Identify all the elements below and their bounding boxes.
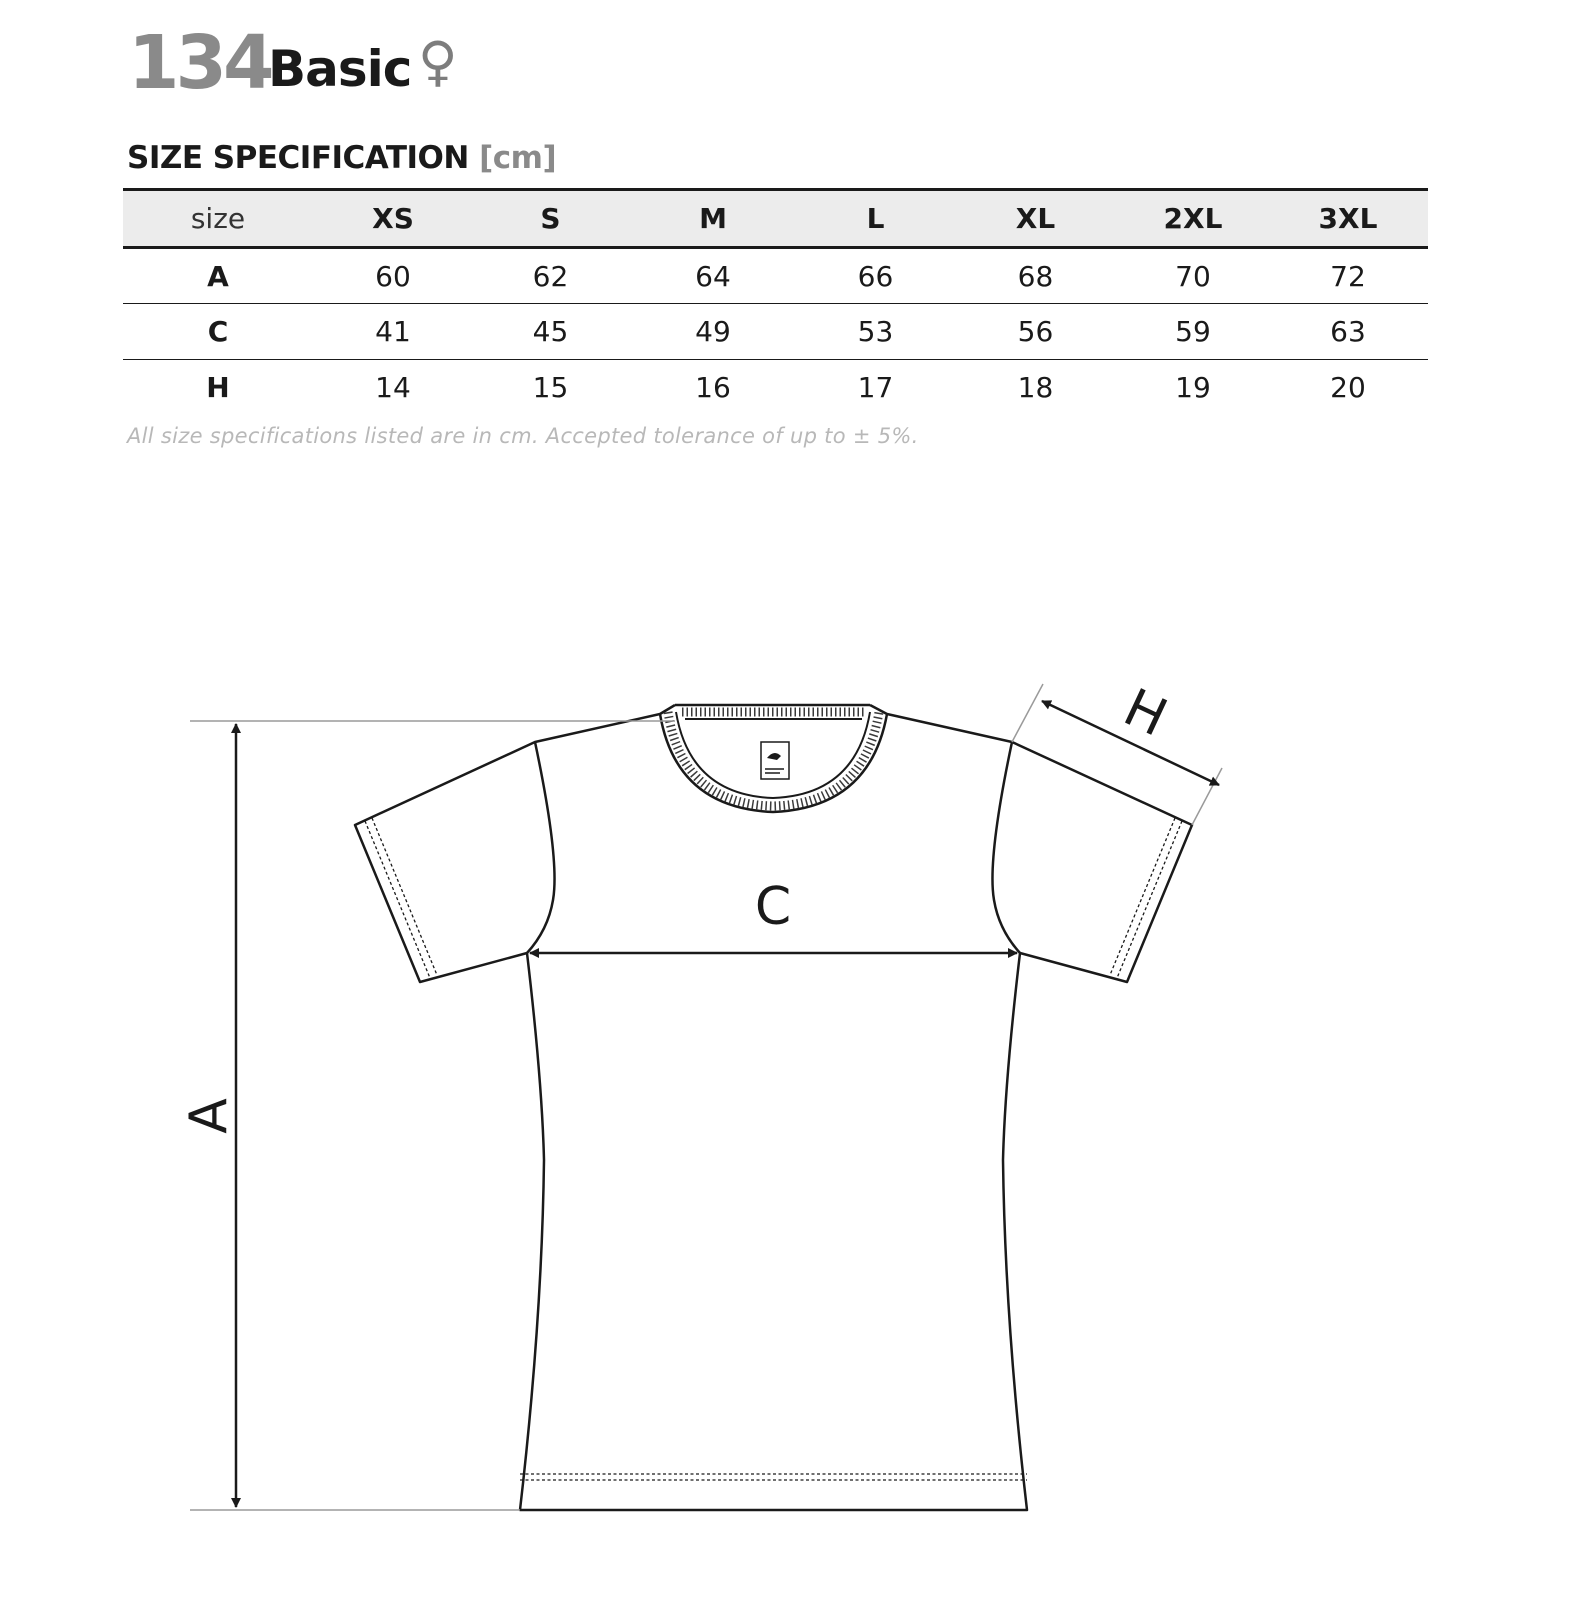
table-cell: 56 bbox=[953, 304, 1118, 360]
table-cell: 19 bbox=[1175, 371, 1211, 405]
table-cell: 66 bbox=[798, 248, 953, 304]
table-cell: 17 bbox=[857, 371, 894, 405]
row-label: C bbox=[123, 304, 313, 360]
size-header-cell: XS bbox=[313, 190, 473, 248]
dimension-a bbox=[179, 721, 675, 1510]
table-cell: 53 bbox=[798, 304, 953, 360]
dimension-h-label: H bbox=[1114, 677, 1176, 749]
table-cell: 62 bbox=[473, 248, 628, 304]
table-cell: 41 bbox=[313, 304, 473, 360]
table-cell: 18 bbox=[1017, 371, 1054, 405]
size-spec-unit: [cm] bbox=[479, 140, 557, 176]
size-header-cell: XL bbox=[953, 190, 1118, 248]
table-cell: 16 bbox=[695, 371, 731, 405]
size-header-cell: 2XL bbox=[1118, 190, 1268, 248]
table-cell: 64 bbox=[628, 248, 798, 304]
size-spec-title: SIZE SPECIFICATION bbox=[127, 140, 469, 176]
table-cell: 68 bbox=[953, 248, 1118, 304]
table-cell: 49 bbox=[628, 304, 798, 360]
table-cell: 72 bbox=[1268, 248, 1428, 304]
row-label: A bbox=[123, 248, 313, 304]
table-cell: 59 bbox=[1118, 304, 1268, 360]
table-cell: 20 bbox=[1330, 371, 1366, 405]
row-label: H bbox=[206, 371, 230, 405]
dimension-a-label: A bbox=[179, 1098, 239, 1134]
dimension-c bbox=[530, 877, 1017, 953]
size-header-label: size bbox=[123, 190, 313, 248]
size-header-cell: L bbox=[798, 190, 953, 248]
neck-label-icon bbox=[761, 742, 789, 779]
table-cell: 45 bbox=[473, 304, 628, 360]
tshirt-outline bbox=[355, 705, 1192, 1510]
female-icon: ♀ bbox=[418, 30, 458, 93]
product-code: 134 bbox=[128, 20, 271, 106]
dimension-h bbox=[1012, 678, 1222, 825]
dimension-c-label: C bbox=[754, 877, 792, 937]
size-header-cell: 3XL bbox=[1268, 190, 1428, 248]
size-header-cell: S bbox=[473, 190, 628, 248]
tolerance-note: All size specifications listed are in cm. Accepted tolerance of up to ± 5%. bbox=[127, 424, 919, 448]
size-header-cell: M bbox=[628, 190, 798, 248]
table-cell: 63 bbox=[1268, 304, 1428, 360]
table-cell: 70 bbox=[1118, 248, 1268, 304]
table-cell: 14 bbox=[375, 371, 411, 405]
table-cell: 60 bbox=[313, 248, 473, 304]
table-cell: 15 bbox=[532, 371, 569, 405]
product-name: Basic bbox=[268, 40, 412, 98]
